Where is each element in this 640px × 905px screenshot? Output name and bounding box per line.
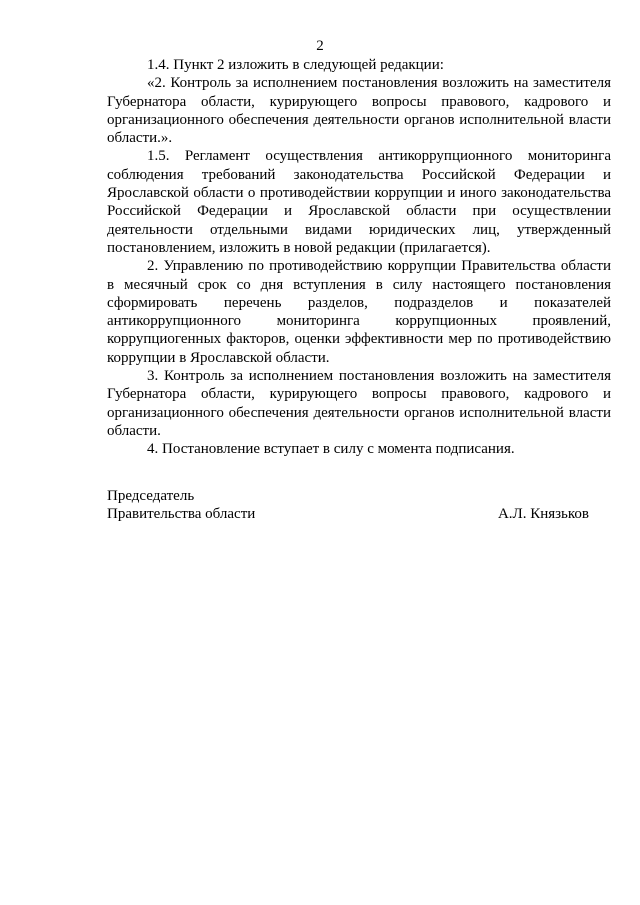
paragraph-1-4: 1.4. Пункт 2 изложить в следующей редакции: [147,57,444,73]
paragraph-3: 3. Контроль за исполнением постановления возложить на заместителя Губернатора области, курирующего вопросы правового, кадрового и организационного обеспечения деятельности органов исполнительной власти области. [107,368,611,439]
document-body [107,56,611,459]
signature-block [107,487,589,524]
page-number: 2 [316,38,324,54]
paragraph-2: 2. Управлению по противодействию коррупции Правительства области в месячный срок со дня вступления в силу настоящего постановления сформировать перечень разделов, подразделов и показателей антикоррупционного мониторинга коррупционных проявлений, коррупциогенных факторов, оценки эффективности мер по противодействию коррупции в Ярославской области. [107,258,611,366]
paragraph-quoted-item-2: «2. Контроль за исполнением постановления возложить на заместителя Губернатора области, курирующего вопросы правового, кадрового и организационного обеспечения деятельности органов исполнительной власти области.». [107,75,611,147]
signature-title-line2: Правительства области [107,506,256,523]
paragraph-4: 4. Постановление вступает в силу с момента подписания. [147,441,515,458]
signatory-name: А.Л. Князьков [497,506,589,523]
signature-title-line1: Председатель [107,488,195,504]
paragraph-1-5: 1.5. Регламент осуществления антикоррупционного мониторинга соблюдения требований законодательства Российской Федерации и Ярославской области о противодействии коррупции и иного законодательства Российской Федерации и Ярославской области при осуществлении деятельности отдельными видами юридических лиц, утвержденный постановлением, изложить в новой редакции (прилагается). [107,148,611,256]
signature-line [107,505,589,523]
